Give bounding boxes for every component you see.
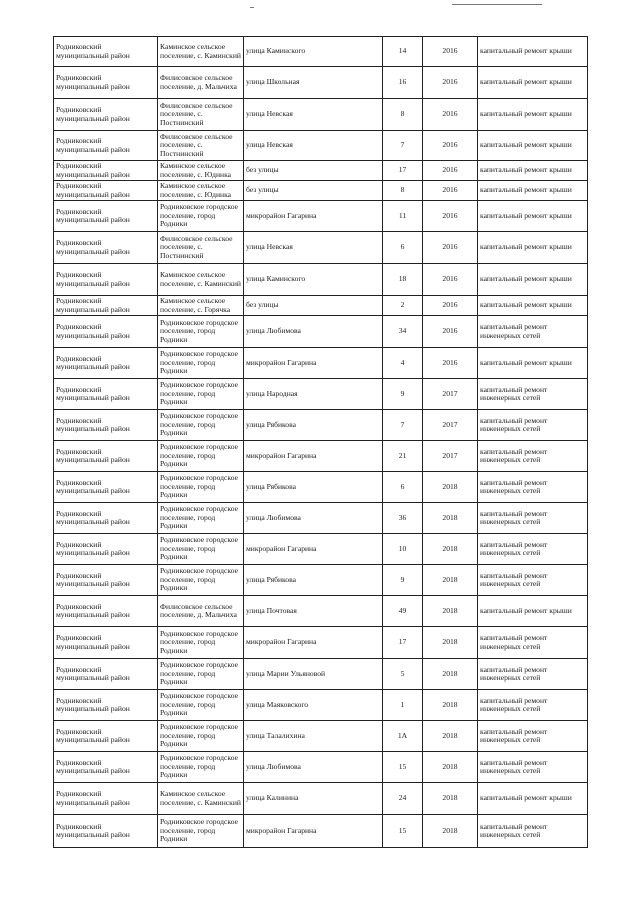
street-cell: улица Рябикова	[244, 410, 383, 441]
district-cell: Родниковский муниципальный район	[54, 181, 158, 201]
street-cell: улица Народная	[244, 379, 383, 410]
settlement-cell: Каминское сельское поселение, с. Каминский	[158, 783, 244, 815]
district-cell: Родниковский муниципальный район	[54, 752, 158, 783]
street-cell: улица Любимова	[244, 503, 383, 534]
street-cell: улица Марии Ульяновой	[244, 659, 383, 690]
house-number-cell: 6	[383, 232, 423, 264]
year-cell: 2018	[423, 690, 478, 721]
work-type-cell: капитальный ремонт крыши	[478, 348, 588, 379]
year-cell: 2018	[423, 783, 478, 815]
district-cell: Родниковский муниципальный район	[54, 690, 158, 721]
district-cell: Родниковский муниципальный район	[54, 264, 158, 296]
table-row	[54, 201, 588, 232]
settlement-cell: Родниковское городское поселение, город Родники	[158, 441, 244, 472]
year-cell: 2018	[423, 627, 478, 659]
settlement-cell: Родниковское городское поселение, город Родники	[158, 721, 244, 752]
street-cell: улица Школьная	[244, 67, 383, 99]
house-number-cell: 14	[383, 37, 423, 67]
settlement-cell: Родниковское городское поселение, город Родники	[158, 627, 244, 659]
house-number-cell: 16	[383, 67, 423, 99]
settlement-cell: Родниковское городское поселение, город Родники	[158, 659, 244, 690]
settlement-cell: Каминское сельское поселение, с. Каминский	[158, 264, 244, 296]
house-number-cell: 34	[383, 316, 423, 348]
settlement-cell: Филисовское сельское поселение, д. Мальчиха	[158, 67, 244, 99]
house-number-cell: 7	[383, 410, 423, 441]
house-number-cell: 4	[383, 348, 423, 379]
table-row	[54, 721, 588, 752]
house-number-cell: 7	[383, 131, 423, 161]
house-number-cell: 36	[383, 503, 423, 534]
scan-mark	[250, 7, 254, 8]
district-cell: Родниковский муниципальный район	[54, 472, 158, 503]
work-type-cell: капитальный ремонт крыши	[478, 37, 588, 67]
table-row	[54, 503, 588, 534]
house-number-cell: 9	[383, 565, 423, 596]
table-row	[54, 264, 588, 296]
year-cell: 2018	[423, 565, 478, 596]
house-number-cell: 15	[383, 752, 423, 783]
street-cell: улица Невская	[244, 99, 383, 131]
year-cell: 2017	[423, 441, 478, 472]
street-cell: без улицы	[244, 296, 383, 316]
year-cell: 2017	[423, 379, 478, 410]
district-cell: Родниковский муниципальный район	[54, 503, 158, 534]
district-cell: Родниковский муниципальный район	[54, 565, 158, 596]
year-cell: 2016	[423, 232, 478, 264]
street-cell: улица Любимова	[244, 752, 383, 783]
work-type-cell: капитальный ремонт инженерных сетей	[478, 721, 588, 752]
year-cell: 2016	[423, 67, 478, 99]
work-type-cell: капитальный ремонт крыши	[478, 783, 588, 815]
year-cell: 2016	[423, 264, 478, 296]
year-cell: 2018	[423, 659, 478, 690]
district-cell: Родниковский муниципальный район	[54, 441, 158, 472]
table-row	[54, 690, 588, 721]
district-cell: Родниковский муниципальный район	[54, 296, 158, 316]
district-cell: Родниковский муниципальный район	[54, 379, 158, 410]
year-cell: 2016	[423, 37, 478, 67]
street-cell: без улицы	[244, 181, 383, 201]
district-cell: Родниковский муниципальный район	[54, 596, 158, 627]
house-number-cell: 8	[383, 181, 423, 201]
house-number-cell: 6	[383, 472, 423, 503]
table-row	[54, 472, 588, 503]
house-number-cell: 10	[383, 534, 423, 565]
work-type-cell: капитальный ремонт инженерных сетей	[478, 659, 588, 690]
district-cell: Родниковский муниципальный район	[54, 410, 158, 441]
street-cell: микрорайон Гагарина	[244, 348, 383, 379]
house-number-cell: 1А	[383, 721, 423, 752]
street-cell: улица Каминского	[244, 37, 383, 67]
table-row	[54, 534, 588, 565]
work-type-cell: капитальный ремонт крыши	[478, 161, 588, 181]
year-cell: 2018	[423, 534, 478, 565]
table-row	[54, 659, 588, 690]
work-type-cell: капитальный ремонт крыши	[478, 264, 588, 296]
settlement-cell: Родниковское городское поселение, город Родники	[158, 316, 244, 348]
street-cell: улица Талалихина	[244, 721, 383, 752]
work-type-cell: капитальный ремонт крыши	[478, 131, 588, 161]
table-row	[54, 596, 588, 627]
district-cell: Родниковский муниципальный район	[54, 783, 158, 815]
work-type-cell: капитальный ремонт крыши	[478, 181, 588, 201]
house-number-cell: 24	[383, 783, 423, 815]
settlement-cell: Каминское сельское поселение, с. Каминский	[158, 37, 244, 67]
street-cell: улица Рябикова	[244, 565, 383, 596]
settlement-cell: Каминское сельское поселение, с. Юдинка	[158, 181, 244, 201]
table-row	[54, 232, 588, 264]
table-row	[54, 815, 588, 848]
settlement-cell: Каминское сельское поселение, с. Горячка	[158, 296, 244, 316]
work-type-cell: капитальный ремонт инженерных сетей	[478, 565, 588, 596]
settlement-cell: Филисовское сельское поселение, с. Постнинский	[158, 131, 244, 161]
work-type-cell: капитальный ремонт инженерных сетей	[478, 379, 588, 410]
year-cell: 2017	[423, 410, 478, 441]
table-row	[54, 37, 588, 67]
year-cell: 2016	[423, 348, 478, 379]
table-row	[54, 441, 588, 472]
street-cell: микрорайон Гагарина	[244, 534, 383, 565]
year-cell: 2018	[423, 815, 478, 848]
work-type-cell: капитальный ремонт инженерных сетей	[478, 690, 588, 721]
street-cell: улица Калинина	[244, 783, 383, 815]
house-number-cell: 49	[383, 596, 423, 627]
street-cell: улица Каминского	[244, 264, 383, 296]
settlement-cell: Родниковское городское поселение, город Родники	[158, 503, 244, 534]
work-type-cell: капитальный ремонт крыши	[478, 67, 588, 99]
work-type-cell: капитальный ремонт инженерных сетей	[478, 441, 588, 472]
district-cell: Родниковский муниципальный район	[54, 232, 158, 264]
year-cell: 2016	[423, 316, 478, 348]
settlement-cell: Родниковское городское поселение, город Родники	[158, 534, 244, 565]
settlement-cell: Родниковское городское поселение, город Родники	[158, 201, 244, 232]
table-row	[54, 783, 588, 815]
house-number-cell: 9	[383, 379, 423, 410]
district-cell: Родниковский муниципальный район	[54, 534, 158, 565]
year-cell: 2018	[423, 503, 478, 534]
table-row	[54, 348, 588, 379]
work-type-cell: капитальный ремонт инженерных сетей	[478, 316, 588, 348]
street-cell: улица Любимова	[244, 316, 383, 348]
table-row	[54, 99, 588, 131]
table-row	[54, 131, 588, 161]
settlement-cell: Родниковское городское поселение, город Родники	[158, 752, 244, 783]
work-type-cell: капитальный ремонт инженерных сетей	[478, 752, 588, 783]
street-cell: улица Маяковского	[244, 690, 383, 721]
work-type-cell: капитальный ремонт крыши	[478, 296, 588, 316]
year-cell: 2016	[423, 161, 478, 181]
table-row	[54, 379, 588, 410]
table-row	[54, 181, 588, 201]
street-cell: микрорайон Гагарина	[244, 441, 383, 472]
year-cell: 2018	[423, 596, 478, 627]
house-number-cell: 5	[383, 659, 423, 690]
house-number-cell: 21	[383, 441, 423, 472]
table-row	[54, 296, 588, 316]
district-cell: Родниковский муниципальный район	[54, 161, 158, 181]
street-cell: улица Невская	[244, 131, 383, 161]
year-cell: 2016	[423, 131, 478, 161]
district-cell: Родниковский муниципальный район	[54, 348, 158, 379]
year-cell: 2018	[423, 752, 478, 783]
year-cell: 2018	[423, 472, 478, 503]
house-number-cell: 2	[383, 296, 423, 316]
street-cell: микрорайон Гагарина	[244, 627, 383, 659]
house-number-cell: 11	[383, 201, 423, 232]
work-type-cell: капитальный ремонт инженерных сетей	[478, 503, 588, 534]
year-cell: 2016	[423, 201, 478, 232]
district-cell: Родниковский муниципальный район	[54, 815, 158, 848]
street-cell: улица Рябикова	[244, 472, 383, 503]
table-row	[54, 67, 588, 99]
work-type-cell: капитальный ремонт инженерных сетей	[478, 815, 588, 848]
work-type-cell: капитальный ремонт инженерных сетей	[478, 627, 588, 659]
scan-mark	[452, 4, 542, 5]
district-cell: Родниковский муниципальный район	[54, 99, 158, 131]
work-type-cell: капитальный ремонт крыши	[478, 201, 588, 232]
district-cell: Родниковский муниципальный район	[54, 659, 158, 690]
district-cell: Родниковский муниципальный район	[54, 37, 158, 67]
table-row	[54, 627, 588, 659]
district-cell: Родниковский муниципальный район	[54, 67, 158, 99]
work-type-cell: капитальный ремонт инженерных сетей	[478, 410, 588, 441]
table-row	[54, 752, 588, 783]
year-cell: 2016	[423, 296, 478, 316]
house-number-cell: 1	[383, 690, 423, 721]
street-cell: улица Почтовая	[244, 596, 383, 627]
settlement-cell: Филисовское сельское поселение, д. Мальчиха	[158, 596, 244, 627]
house-number-cell: 18	[383, 264, 423, 296]
work-type-cell: капитальный ремонт крыши	[478, 99, 588, 131]
house-number-cell: 8	[383, 99, 423, 131]
work-type-cell: капитальный ремонт крыши	[478, 596, 588, 627]
house-number-cell: 17	[383, 161, 423, 181]
table-body	[54, 37, 588, 848]
settlement-cell: Родниковское городское поселение, город Родники	[158, 410, 244, 441]
year-cell: 2016	[423, 181, 478, 201]
house-number-cell: 15	[383, 815, 423, 848]
street-cell: микрорайон Гагарина	[244, 201, 383, 232]
settlement-cell: Родниковское городское поселение, город Родники	[158, 348, 244, 379]
house-number-cell: 17	[383, 627, 423, 659]
street-cell: улица Невская	[244, 232, 383, 264]
street-cell: без улицы	[244, 161, 383, 181]
repair-schedule-table	[53, 36, 588, 848]
district-cell: Родниковский муниципальный район	[54, 131, 158, 161]
table-row	[54, 410, 588, 441]
district-cell: Родниковский муниципальный район	[54, 627, 158, 659]
district-cell: Родниковский муниципальный район	[54, 201, 158, 232]
district-cell: Родниковский муниципальный район	[54, 316, 158, 348]
district-cell: Родниковский муниципальный район	[54, 721, 158, 752]
table-row	[54, 565, 588, 596]
settlement-cell: Каминское сельское поселение, с. Юдинка	[158, 161, 244, 181]
work-type-cell: капитальный ремонт инженерных сетей	[478, 534, 588, 565]
work-type-cell: капитальный ремонт крыши	[478, 232, 588, 264]
year-cell: 2016	[423, 99, 478, 131]
table-row	[54, 316, 588, 348]
settlement-cell: Родниковское городское поселение, город Родники	[158, 379, 244, 410]
settlement-cell: Родниковское городское поселение, город Родники	[158, 815, 244, 848]
settlement-cell: Родниковское городское поселение, город Родники	[158, 565, 244, 596]
street-cell: микрорайон Гагарина	[244, 815, 383, 848]
settlement-cell: Родниковское городское поселение, город Родники	[158, 690, 244, 721]
year-cell: 2018	[423, 721, 478, 752]
table-row	[54, 161, 588, 181]
work-type-cell: капитальный ремонт инженерных сетей	[478, 472, 588, 503]
settlement-cell: Филисовское сельское поселение, с. Постнинский	[158, 232, 244, 264]
settlement-cell: Родниковское городское поселение, город Родники	[158, 472, 244, 503]
settlement-cell: Филисовское сельское поселение, с. Постнинский	[158, 99, 244, 131]
